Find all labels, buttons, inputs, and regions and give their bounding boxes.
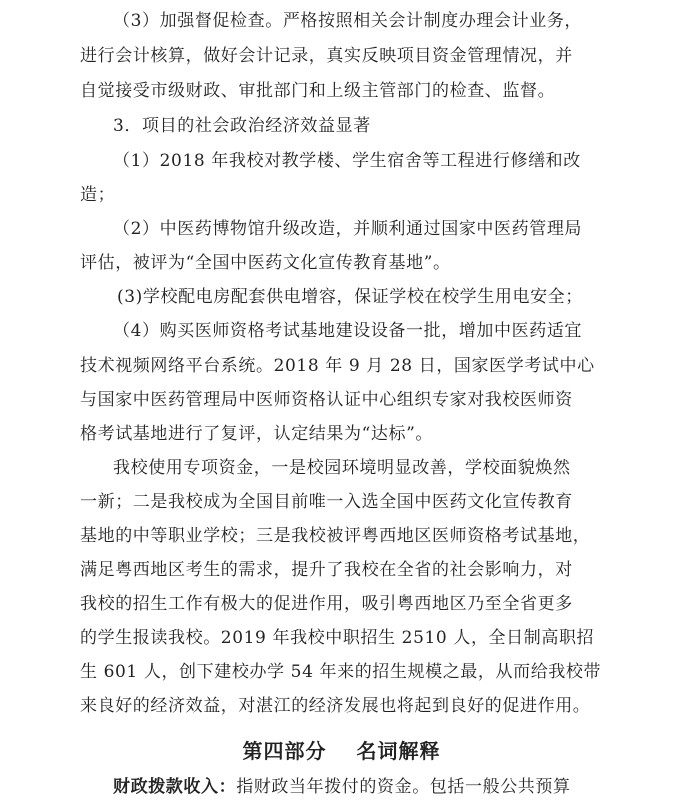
- paragraph-line: 生 601 人，创下建校办学 54 年来的招生规模之最，从而给我校带: [80, 662, 602, 682]
- paragraph-line: 来良好的经济效益，对湛江的经济发展也将起到良好的促进作用。: [80, 696, 591, 716]
- paragraph-line: 满足粤西地区考生的需求，提升了我校在全省的社会影响力，对: [80, 560, 573, 580]
- list-item-line: 造；: [80, 185, 116, 205]
- section-heading-number: 第四部分: [242, 739, 327, 763]
- paragraph-line: 我校使用专项资金，一是校园环境明显改善，学校面貌焕然: [113, 458, 571, 478]
- definition-line: [113, 776, 571, 798]
- list-item-line: (3)学校配电房配套供电增容，保证学校在校学生用电安全；: [117, 287, 583, 307]
- list-item-line: （2）中医药博物馆升级改造，并顺利通过国家中医药管理局: [113, 219, 583, 239]
- paragraph-line: 的学生报读我校。2019 年我校中职招生 2510 人，全日制高职招: [80, 628, 595, 648]
- list-item-line: （4）购买医师资格考试基地建设设备一批，增加中医药适宜: [113, 321, 583, 341]
- list-item-line: 评估，被评为“全国中医药文化宣传教育基地”。: [80, 253, 451, 273]
- paragraph-line: 一新；二是我校成为全国目前唯一入选全国中医药文化宣传教育: [80, 492, 573, 512]
- paragraph-line: 基地的中等职业学校；三是我校被评粤西地区医师资格考试基地，: [80, 526, 591, 546]
- list-item-line: 与国家中医药管理局中医师资格认证中心组织专家对我校医师资: [80, 390, 573, 410]
- definition-text: 指财政当年拨付的资金。包括一般公共预算: [236, 777, 571, 797]
- paragraph-line: 我校的招生工作有极大的促进作用，吸引粤西地区乃至全省更多: [80, 594, 573, 614]
- definition-term: 财政拨款收入：: [113, 777, 237, 797]
- list-item-line: （1）2018 年我校对教学楼、学生宿舍等工程进行修缮和改: [113, 151, 581, 171]
- paragraph-line: 自觉接受市级财政、审批部门和上级主管部门的检查、监督。: [80, 81, 556, 101]
- section-heading-title: 名词解释: [356, 739, 441, 763]
- list-item-line: 技术视频网络平台系统。2018 年 9 月 28 日，国家医学考试中心: [80, 356, 595, 376]
- section-heading: [0, 738, 683, 764]
- paragraph-line: 进行会计核算，做好会计记录，真实反映项目资金管理情况，并: [80, 46, 573, 66]
- section-subtitle: 3．项目的社会政治经济效益显著: [113, 116, 371, 136]
- paragraph-line: （3）加强督促检查。严格按照相关会计制度办理会计业务，: [113, 11, 583, 31]
- list-item-line: 格考试基地进行了复评，认定结果为“达标”。: [80, 424, 433, 444]
